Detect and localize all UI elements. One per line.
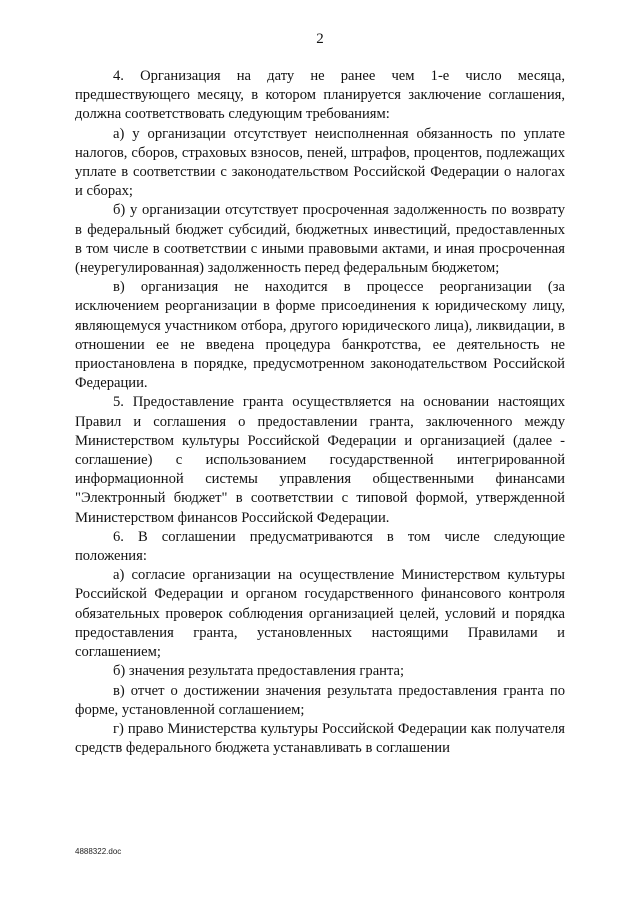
paragraph-4b: б) у организации отсутствует просроченная задолженность по возврату в федеральный бюджет субсидий, бюджетных инвестиций, предоставленных в том числе в соответствии с иными правовыми актами, и иная просроченная (неурегулированная) задолженность перед федеральным бюджетом; [75,202,565,277]
document-body [75,67,565,758]
paragraph-4a: а) у организации отсутствует неисполненная обязанность по уплате налогов, сборов, страховых взносов, пеней, штрафов, процентов, подлежащих уплате в соответствии с законодательством Российской Федерации о налогах и сборах; [75,125,565,200]
page-number: 2 [316,31,324,47]
footer-file-code: 4888322.doc [75,847,122,856]
paragraph-item-4: 4. Организация на дату не ранее чем 1-е число месяца, предшествующего месяцу, в котором планируется заключение соглашения, должна соответствовать следующим требованиям: [75,68,565,123]
paragraph-4c: в) организация не находится в процессе реорганизации (за исключением реорганизации в форме присоединения к юридическому лицу, являющемуся участником отбора, другого юридического лица), ликвидации, в отношении ее не введена процедура банкротства, ее деятельность не приостановлена в порядке, предусмотренном законодательством Российской Федерации. [75,279,565,392]
paragraph-6b: б) значения результата предоставления гранта; [113,663,405,680]
paragraph-6d: г) право Министерства культуры Российской Федерации как получателя средств федерального бюджета устанавливать в соглашении [75,720,565,757]
paragraph-item-6: 6. В соглашении предусматриваются в том числе следующие положения: [75,528,565,565]
paragraph-6a: а) согласие организации на осуществление Министерством культуры Российской Федерации и органом государственного финансового контроля обязательных проверок соблюдения организацией целей, условий и порядка предоставления гранта, установленных настоящими Правилами и соглашением; [75,567,565,661]
paragraph-item-5: 5. Предоставление гранта осуществляется на основании настоящих Правил и соглашения о предоставлении гранта, заключенного между Министерством культуры Российской Федерации и организацией (далее - соглашение) с использованием государственной интегрированной информационной системы управления общественными финансами "Электронный бюджет" в соответствии с типовой формой, утвержденной Министерством финансов Российской Федерации. [75,394,565,526]
paragraph-6c: в) отчет о достижении значения результата предоставления гранта по форме, установленной соглашением; [75,682,565,718]
